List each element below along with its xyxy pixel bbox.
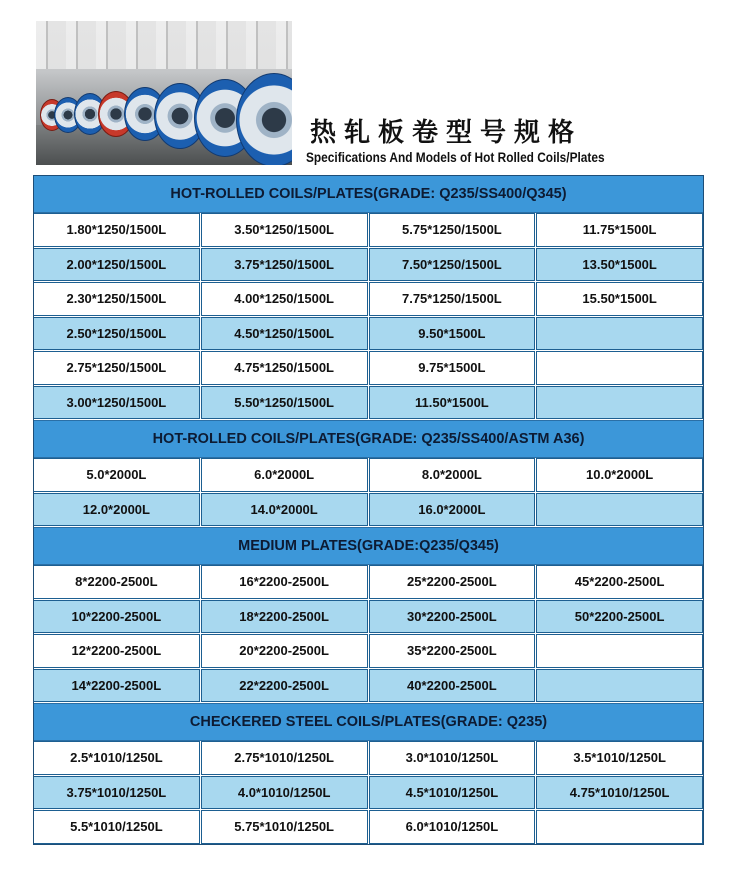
table-row bbox=[33, 741, 704, 776]
table-cell: 6.0*2000L bbox=[201, 458, 368, 492]
table-row bbox=[33, 776, 704, 811]
table-cell: 7.75*1250/1500L bbox=[369, 282, 536, 316]
table-cell: 16.0*2000L bbox=[369, 493, 536, 527]
table-cell bbox=[536, 810, 703, 844]
section-header: CHECKERED STEEL COILS/PLATES(GRADE: Q235) bbox=[33, 703, 704, 741]
table-row bbox=[33, 248, 704, 283]
table-cell: 12.0*2000L bbox=[33, 493, 200, 527]
section-header: HOT-ROLLED COILS/PLATES(GRADE: Q235/SS400/Q345) bbox=[33, 175, 704, 213]
table-cell: 14.0*2000L bbox=[201, 493, 368, 527]
table-cell: 3.50*1250/1500L bbox=[201, 213, 368, 247]
table-cell bbox=[536, 317, 703, 351]
table-cell: 12*2200-2500L bbox=[33, 634, 200, 668]
table-cell: 5.50*1250/1500L bbox=[201, 386, 368, 420]
table-cell: 10.0*2000L bbox=[536, 458, 703, 492]
table-cell: 14*2200-2500L bbox=[33, 669, 200, 703]
table-cell: 3.00*1250/1500L bbox=[33, 386, 200, 420]
table-cell: 2.30*1250/1500L bbox=[33, 282, 200, 316]
table-cell: 4.5*1010/1250L bbox=[369, 776, 536, 810]
table-row bbox=[33, 493, 704, 528]
table-cell: 3.75*1010/1250L bbox=[33, 776, 200, 810]
table-cell: 3.5*1010/1250L bbox=[536, 741, 703, 775]
table-row bbox=[33, 600, 704, 635]
section-header: MEDIUM PLATES(GRADE:Q235/Q345) bbox=[33, 527, 704, 565]
table-cell: 18*2200-2500L bbox=[201, 600, 368, 634]
table-cell: 8.0*2000L bbox=[369, 458, 536, 492]
table-cell: 4.75*1250/1500L bbox=[201, 351, 368, 385]
page-title-english: Specifications And Models of Hot Rolled Coils/Plates bbox=[306, 150, 605, 165]
steel-coil-warehouse-photo bbox=[36, 21, 292, 165]
table-cell: 4.50*1250/1500L bbox=[201, 317, 368, 351]
table-row bbox=[33, 386, 704, 421]
table-cell: 11.50*1500L bbox=[369, 386, 536, 420]
table-cell bbox=[536, 351, 703, 385]
specification-table bbox=[33, 175, 704, 845]
table-cell: 6.0*1010/1250L bbox=[369, 810, 536, 844]
table-cell: 9.75*1500L bbox=[369, 351, 536, 385]
table-cell: 4.75*1010/1250L bbox=[536, 776, 703, 810]
table-cell: 40*2200-2500L bbox=[369, 669, 536, 703]
table-cell: 9.50*1500L bbox=[369, 317, 536, 351]
table-cell: 25*2200-2500L bbox=[369, 565, 536, 599]
table-row bbox=[33, 565, 704, 600]
table-cell: 35*2200-2500L bbox=[369, 634, 536, 668]
table-row bbox=[33, 669, 704, 704]
table-cell: 5.75*1010/1250L bbox=[201, 810, 368, 844]
table-cell: 13.50*1500L bbox=[536, 248, 703, 282]
table-cell bbox=[536, 634, 703, 668]
table-cell: 1.80*1250/1500L bbox=[33, 213, 200, 247]
table-row bbox=[33, 458, 704, 493]
table-cell: 5.0*2000L bbox=[33, 458, 200, 492]
section-header: HOT-ROLLED COILS/PLATES(GRADE: Q235/SS400/ASTM A36) bbox=[33, 420, 704, 458]
table-cell: 5.75*1250/1500L bbox=[369, 213, 536, 247]
table-cell: 2.00*1250/1500L bbox=[33, 248, 200, 282]
table-cell: 7.50*1250/1500L bbox=[369, 248, 536, 282]
table-cell: 8*2200-2500L bbox=[33, 565, 200, 599]
table-cell: 11.75*1500L bbox=[536, 213, 703, 247]
table-cell: 16*2200-2500L bbox=[201, 565, 368, 599]
table-cell bbox=[536, 386, 703, 420]
table-cell: 20*2200-2500L bbox=[201, 634, 368, 668]
table-cell bbox=[536, 669, 703, 703]
table-cell: 3.0*1010/1250L bbox=[369, 741, 536, 775]
table-row bbox=[33, 213, 704, 248]
table-cell: 10*2200-2500L bbox=[33, 600, 200, 634]
table-row bbox=[33, 810, 704, 845]
table-cell: 22*2200-2500L bbox=[201, 669, 368, 703]
table-row bbox=[33, 282, 704, 317]
table-cell: 50*2200-2500L bbox=[536, 600, 703, 634]
table-cell: 5.5*1010/1250L bbox=[33, 810, 200, 844]
table-row bbox=[33, 351, 704, 386]
table-cell: 2.75*1010/1250L bbox=[201, 741, 368, 775]
table-cell bbox=[536, 493, 703, 527]
table-cell: 15.50*1500L bbox=[536, 282, 703, 316]
table-row bbox=[33, 317, 704, 352]
warehouse-roof bbox=[36, 21, 292, 69]
table-cell: 2.50*1250/1500L bbox=[33, 317, 200, 351]
table-cell: 4.0*1010/1250L bbox=[201, 776, 368, 810]
page-title-chinese: 热轧板卷型号规格 bbox=[310, 118, 583, 148]
table-cell: 3.75*1250/1500L bbox=[201, 248, 368, 282]
table-cell: 2.75*1250/1500L bbox=[33, 351, 200, 385]
table-cell: 45*2200-2500L bbox=[536, 565, 703, 599]
table-cell: 4.00*1250/1500L bbox=[201, 282, 368, 316]
table-cell: 30*2200-2500L bbox=[369, 600, 536, 634]
table-cell: 2.5*1010/1250L bbox=[33, 741, 200, 775]
table-row bbox=[33, 634, 704, 669]
